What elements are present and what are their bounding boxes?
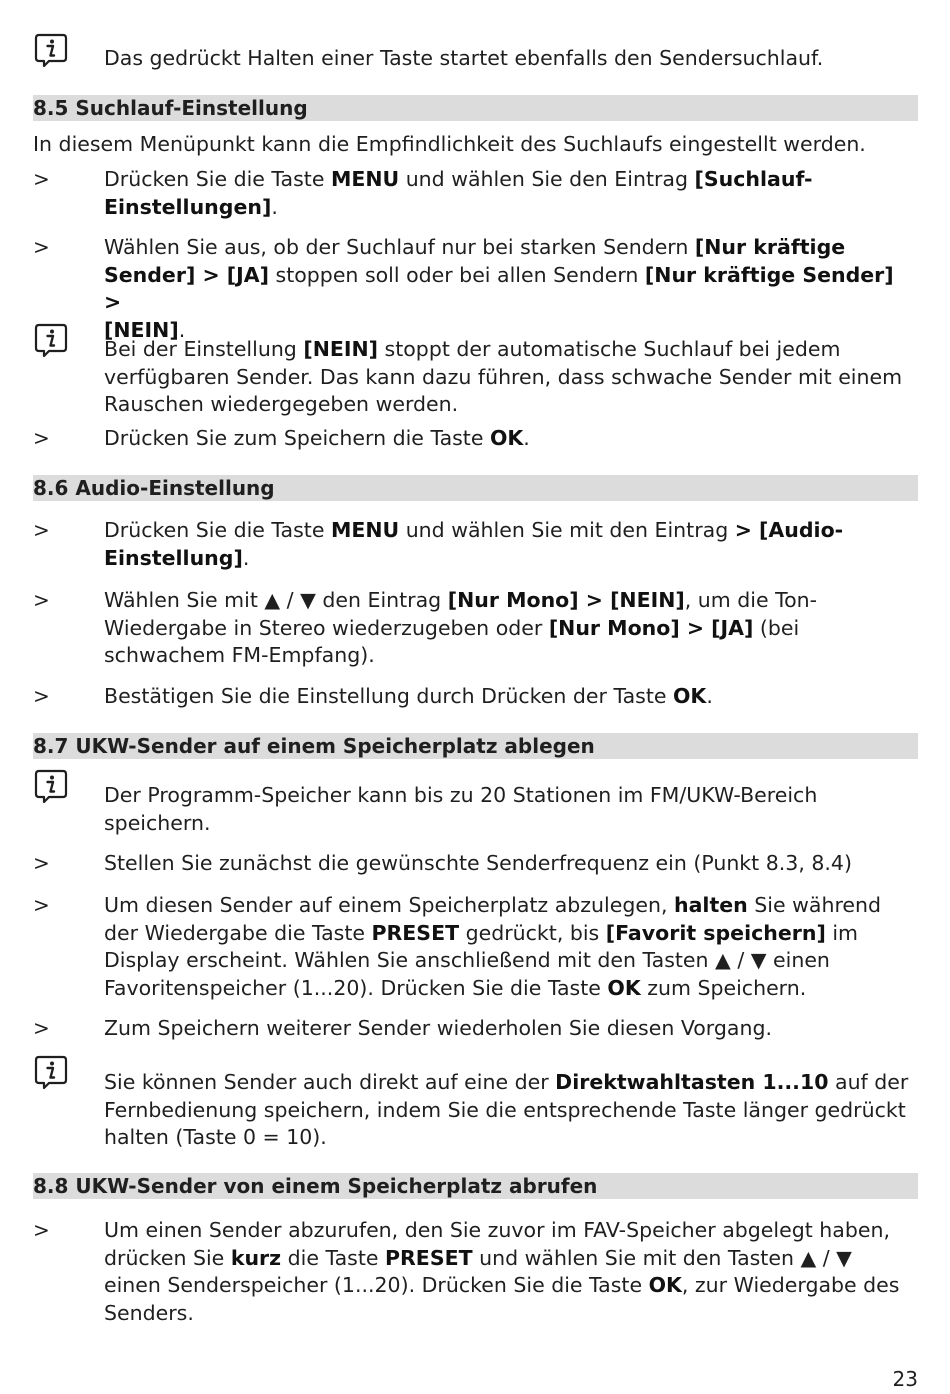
bullet-marker: > (33, 1218, 50, 1242)
step-text: Drücken Sie die Taste MENU und wählen Sie den Eintrag [Suchlauf- Einstellungen]. (104, 167, 813, 219)
info-note: Der Programm-Speicher kann bis zu 20 Stationen im FM/UKW-Bereich speichern. (104, 783, 818, 835)
bullet-marker: > (33, 588, 50, 612)
step-text: Um diesen Sender auf einem Speicherplatz abzulegen, halten Sie während der Wiedergabe die Taste PRESET gedrückt, bis [Favorit speichern] im Display erscheint. Wählen Sie anschließend mit den Tasten ▲ / ▼ einen Favoritenspeicher (1...20). Drücken Sie die Taste OK zum Speichern. (104, 893, 882, 1000)
bullet-marker: > (33, 235, 50, 259)
step-text: Stellen Sie zunächst die gewünschte Senderfrequenz ein (Punkt 8.3, 8.4) (104, 851, 852, 875)
section-heading-8-8: 8.8 UKW-Sender von einem Speicherplatz abrufen (33, 1173, 918, 1199)
bullet-marker: > (33, 684, 50, 708)
step-text: Bestätigen Sie die Einstellung durch Drücken der Taste OK. (104, 684, 713, 708)
bullet-marker: > (33, 893, 50, 917)
info-note: Bei der Einstellung [NEIN] stoppt der automatische Suchlauf bei jedem verfügbaren Sender. Das kann dazu führen, dass schwache Sender mit einem Rauschen wiedergegeben werden. (104, 337, 903, 416)
intro-text: In diesem Menüpunkt kann die Empfindlichkeit des Suchlaufs eingestellt werden. (33, 132, 866, 156)
info-icon (33, 768, 69, 804)
info-note: Sie können Sender auch direkt auf eine der Direktwahltasten 1...10 auf der Fernbedienung speichern, indem Sie die entsprechende Taste länger gedrückt halten (Taste 0 = 10). (104, 1070, 909, 1149)
bullet-marker: > (33, 426, 50, 450)
info-note: Das gedrückt Halten einer Taste startet ebenfalls den Sendersuchlauf. (104, 46, 824, 70)
step-text: Drücken Sie die Taste MENU und wählen Sie mit den Eintrag > [Audio- Einstellung]. (104, 518, 844, 570)
section-heading-8-7: 8.7 UKW-Sender auf einem Speicherplatz ablegen (33, 733, 918, 759)
bullet-marker: > (33, 518, 50, 542)
bullet-marker: > (33, 1016, 50, 1040)
bullet-marker: > (33, 167, 50, 191)
section-heading-8-5: 8.5 Suchlauf-Einstellung (33, 95, 918, 121)
step-text: Drücken Sie zum Speichern die Taste OK. (104, 426, 530, 450)
bullet-marker: > (33, 851, 50, 875)
section-heading-8-6: 8.6 Audio-Einstellung (33, 475, 918, 501)
info-icon (33, 1054, 69, 1090)
page-number: 23 (892, 1367, 918, 1391)
step-text: Um einen Sender abzurufen, den Sie zuvor im FAV-Speicher abgelegt haben, drücken Sie kurz die Taste PRESET und wählen Sie mit den Tasten ▲ / ▼ einen Senderspeicher (1...20). Drücken Sie die Taste OK, zur Wiedergabe des Senders. (104, 1218, 900, 1325)
step-text: Wählen Sie aus, ob der Suchlauf nur bei starken Sendern [Nur kräftige Sender] > [JA] stoppen soll oder bei allen Sendern [Nur kräftige Sender] > [NEIN]. (104, 235, 894, 342)
step-text: Wählen Sie mit ▲ / ▼ den Eintrag [Nur Mono] > [NEIN], um die Ton- Wiedergabe in Stereo wiederzugeben oder [Nur Mono] > [JA] (bei schwachem FM-Empfang). (104, 588, 818, 667)
step-text: Zum Speichern weiterer Sender wiederholen Sie diesen Vorgang. (104, 1016, 772, 1040)
info-icon (33, 322, 69, 358)
info-icon (33, 32, 69, 68)
